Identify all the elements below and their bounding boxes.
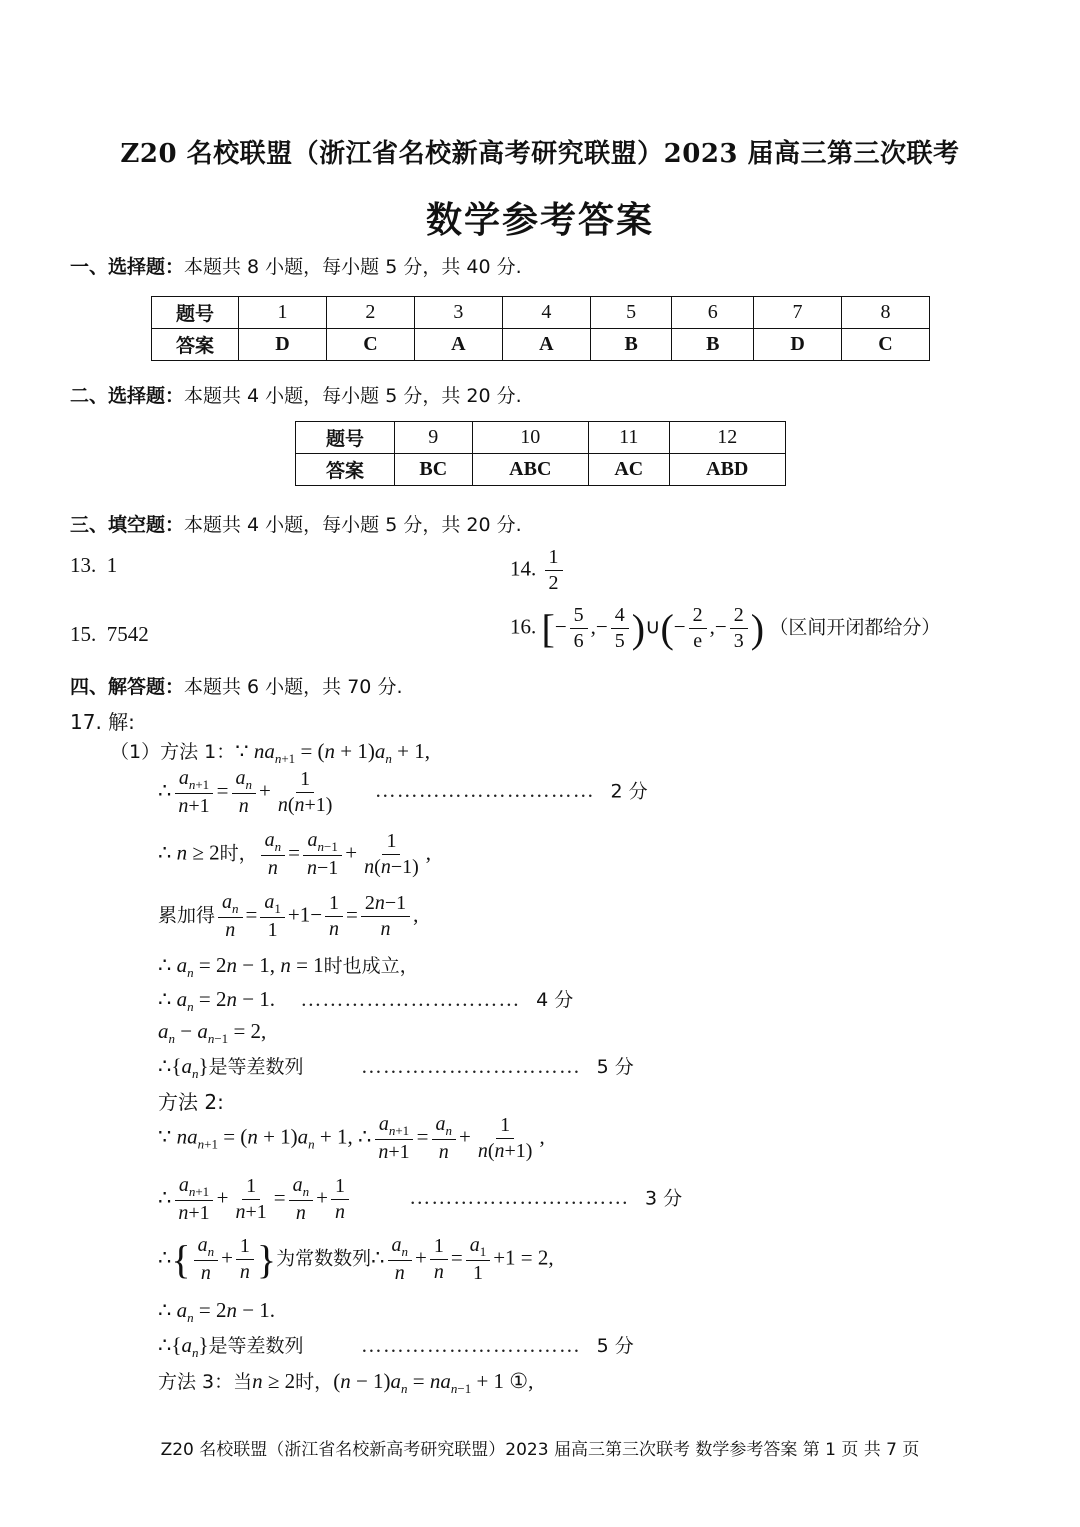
document-title: Z20 名校联盟（浙江省名校新高考研究联盟）2023 届高三第三次联考	[120, 139, 960, 169]
method1-line7: $a_n - a_{n-1} = 2$,	[158, 1019, 267, 1047]
table-row-questions	[152, 297, 930, 329]
row-label-answer: 答案	[296, 454, 395, 486]
method2-line4: ∴ $a_n = 2n - 1$.	[158, 1298, 276, 1326]
method1-line5: ∴ $a_n = 2n - 1$, n = 1时也成立，	[158, 953, 419, 981]
answer-16: 16. [− $\frac{5}{6}$ ,− $\frac{4}{5}$ )∪(− $\frac{2}{e}$ ,− $\frac{2}{3}$ ) （区间开闭都给分）	[510, 604, 941, 652]
table-cell: 11	[589, 422, 670, 454]
section4-desc: 本题共 6 小题，共 70 分.	[184, 676, 403, 698]
table-cell: ABD	[669, 454, 785, 486]
section1-heading	[70, 252, 522, 279]
question-number: 15.	[70, 622, 97, 646]
table-cell: B	[590, 329, 672, 361]
table-cell: D	[239, 329, 327, 361]
table-cell: AC	[589, 454, 670, 486]
section2-heading	[70, 381, 522, 408]
page-footer: Z20 名校联盟（浙江省名校新高考研究联盟）2023 届高三第三次联考 数学参考答案 第 1 页 共 7 页	[160, 1440, 920, 1460]
section2-answer-table	[295, 421, 786, 486]
table-row-questions	[296, 422, 786, 454]
row-label-answer: 答案	[152, 329, 239, 361]
question-number: 13.	[70, 553, 97, 577]
answer-13	[70, 553, 117, 578]
method1-line3: ∴ n ≥ 2时， $\frac{a_n}{n}$ = $\frac{a_{n-1}}{n-1}$ + $\frac{1}{n(n-1)}$ ,	[158, 829, 432, 880]
table-cell: 12	[669, 422, 785, 454]
method2-line1: ∵ $na_{n+1} = (n + 1)a_n + 1$, ∴ $\frac{a_{n+1}}{n+1}$ = $\frac{a_n}{n}$ + $\frac{1}{n(n+1)}$ ,	[158, 1113, 545, 1164]
table-cell: C	[842, 329, 930, 361]
table-cell: 10	[472, 422, 588, 454]
section2-label: 二、选择题：	[70, 385, 185, 407]
grading-note: （区间开闭都给分）	[769, 616, 941, 639]
table-cell: A	[502, 329, 590, 361]
method2-line2: ∴ $\frac{a_{n+1}}{n+1}$ + $\frac{1}{n+1}$ = $\frac{a_n}{n}$ + $\frac{1}{n}$ ………………………… 3 分	[158, 1174, 683, 1225]
section4-heading	[70, 672, 402, 699]
problem-17-label: 17. 解:	[70, 710, 135, 734]
section4-label: 四、解答题：	[70, 676, 185, 698]
method1-line6: ∴ $a_n = 2n - 1$. ………………………… 4 分	[158, 987, 574, 1015]
table-cell: C	[326, 329, 414, 361]
table-cell: 7	[754, 297, 842, 329]
method1-line1: （1）方法 1：∵ $na_{n+1} = (n + 1)a_n + 1$,	[110, 739, 430, 767]
table-cell: B	[672, 329, 754, 361]
table-cell: D	[754, 329, 842, 361]
answer-value: 1	[106, 553, 118, 577]
method2-label: 方法 2:	[158, 1090, 224, 1114]
method1-line2: ∴ $\frac{a_{n+1}}{n+1}$ = $\frac{a_n}{n}$ + $\frac{1}{n(n+1)}$ ………………………… 2 分	[158, 767, 648, 818]
fraction: $\frac{1}{2}$	[545, 545, 563, 596]
row-label-question: 题号	[152, 297, 239, 329]
table-cell: 2	[326, 297, 414, 329]
table-cell: 8	[842, 297, 930, 329]
table-row-answers	[152, 329, 930, 361]
answer-14	[510, 545, 566, 596]
question-number: 16.	[510, 614, 537, 639]
method1-line8: $\therefore\{a_n\}$是等差数列 ………………………… 5 分	[158, 1054, 634, 1082]
section3-desc: 本题共 4 小题，每小题 5 分，共 20 分.	[184, 514, 522, 536]
document-subtitle: 数学参考答案	[425, 199, 654, 241]
table-cell: 6	[672, 297, 754, 329]
answer-15	[70, 622, 149, 647]
section2-desc: 本题共 4 小题，每小题 5 分，共 20 分.	[184, 385, 522, 407]
table-cell: A	[414, 329, 502, 361]
answer-value: 7542	[106, 622, 149, 646]
method1-line4: 累加得 $\frac{a_n}{n}$ = $\frac{a_1}{1}$ +1− $\frac{1}{n}$ = $\frac{2n-1}{n}$ ,	[158, 891, 419, 942]
row-label-question: 题号	[296, 422, 395, 454]
table-cell: 5	[590, 297, 672, 329]
section3-heading	[70, 510, 522, 537]
table-cell: 1	[239, 297, 327, 329]
method3-line1: 方法 3：当n ≥ 2时，$(n - 1)a_n = na_{n-1} + 1$ ①,	[158, 1369, 534, 1397]
table-row-answers	[296, 454, 786, 486]
table-cell: 9	[395, 422, 473, 454]
section1-answer-table	[151, 296, 930, 361]
section1-label: 一、选择题：	[70, 256, 185, 278]
table-cell: 3	[414, 297, 502, 329]
table-cell: ABC	[472, 454, 588, 486]
method2-line5: $\therefore\{a_n\}$是等差数列 ………………………… 5 分	[158, 1333, 634, 1361]
section3-label: 三、填空题：	[70, 514, 185, 536]
table-cell: BC	[395, 454, 473, 486]
question-number: 14.	[510, 556, 537, 581]
table-cell: 4	[502, 297, 590, 329]
section1-desc: 本题共 8 小题，每小题 5 分，共 40 分.	[184, 256, 522, 278]
method2-line3: ∴{ $\frac{a_n}{n}$ + $\frac{1}{n}$ }为常数数列∴ $\frac{a_n}{n}$ + $\frac{1}{n}$ = $\frac{a_1}{1}$ +1 = 2,	[158, 1234, 554, 1285]
